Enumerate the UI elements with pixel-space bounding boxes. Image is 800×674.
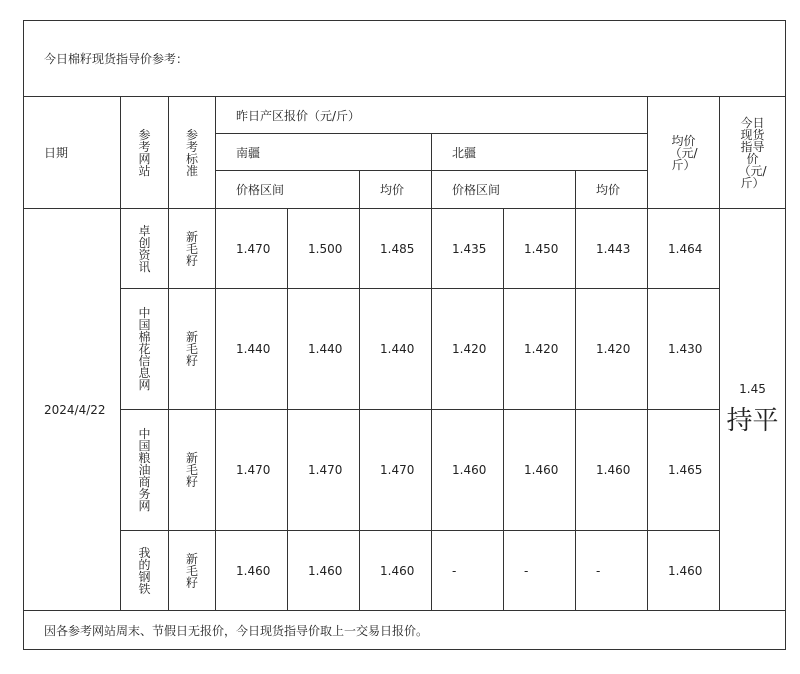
avg-cell: 1.430: [648, 289, 720, 410]
site-cell: 卓创资讯: [121, 209, 169, 289]
south-high-cell: 1.470: [288, 410, 360, 531]
overall-avg-header: 均价（元/斤）: [648, 97, 720, 209]
north-low-cell: 1.460: [432, 410, 504, 531]
site-header: 参考网站: [121, 97, 169, 209]
table-row: [24, 410, 786, 531]
south-avg-cell: 1.440: [360, 289, 432, 410]
site-cell: 中国粮油商务网: [121, 410, 169, 531]
standard-cell: 新毛籽: [169, 289, 216, 410]
table-row: [24, 289, 786, 410]
south-high-cell: 1.460: [288, 531, 360, 611]
south-avg-cell: 1.485: [360, 209, 432, 289]
standard-cell: 新毛籽: [169, 531, 216, 611]
today-price-value: 1.45: [739, 381, 766, 396]
south-avg-cell: 1.470: [360, 410, 432, 531]
north-range-header: 价格区间: [432, 171, 576, 209]
footer-note: 因各参考网站周末、节假日无报价，今日现货指导价取上一交易日报价。: [24, 611, 786, 650]
avg-cell: 1.464: [648, 209, 720, 289]
south-region-header: 南疆: [216, 134, 432, 171]
north-avg-header: 均价: [576, 171, 648, 209]
standard-header: 参考标准: [169, 97, 216, 209]
date-header: 日期: [24, 97, 121, 209]
north-high-cell: 1.450: [504, 209, 576, 289]
date-cell: 2024/4/22: [24, 209, 121, 611]
standard-cell: 新毛籽: [169, 209, 216, 289]
south-avg-cell: 1.460: [360, 531, 432, 611]
south-low-cell: 1.460: [216, 531, 288, 611]
north-high-cell: 1.460: [504, 410, 576, 531]
intro-text: 今日棉籽现货指导价参考：: [24, 21, 786, 97]
avg-cell: 1.460: [648, 531, 720, 611]
south-low-cell: 1.440: [216, 289, 288, 410]
trend-label: 持平: [726, 405, 779, 436]
avg-cell: 1.465: [648, 410, 720, 531]
south-avg-header: 均价: [360, 171, 432, 209]
site-cell: 我的钢铁: [121, 531, 169, 611]
today-price-cell: [720, 209, 786, 611]
north-low-cell: -: [432, 531, 504, 611]
north-avg-cell: -: [576, 531, 648, 611]
north-high-cell: -: [504, 531, 576, 611]
south-high-cell: 1.440: [288, 289, 360, 410]
north-region-header: 北疆: [432, 134, 648, 171]
north-high-cell: 1.420: [504, 289, 576, 410]
site-cell: 中国棉花信息网: [121, 289, 169, 410]
south-low-cell: 1.470: [216, 410, 288, 531]
standard-cell: 新毛籽: [169, 410, 216, 531]
north-low-cell: 1.420: [432, 289, 504, 410]
north-avg-cell: 1.443: [576, 209, 648, 289]
region-price-group-header: 昨日产区报价（元/斤）: [216, 97, 648, 134]
north-low-cell: 1.435: [432, 209, 504, 289]
north-avg-cell: 1.420: [576, 289, 648, 410]
today-price-header: 今日现货指导价（元/斤）: [720, 97, 786, 209]
north-avg-cell: 1.460: [576, 410, 648, 531]
south-range-header: 价格区间: [216, 171, 360, 209]
south-low-cell: 1.470: [216, 209, 288, 289]
cottonseed-price-table: [23, 20, 786, 650]
south-high-cell: 1.500: [288, 209, 360, 289]
table-row: [24, 209, 786, 289]
table-row: [24, 531, 786, 611]
